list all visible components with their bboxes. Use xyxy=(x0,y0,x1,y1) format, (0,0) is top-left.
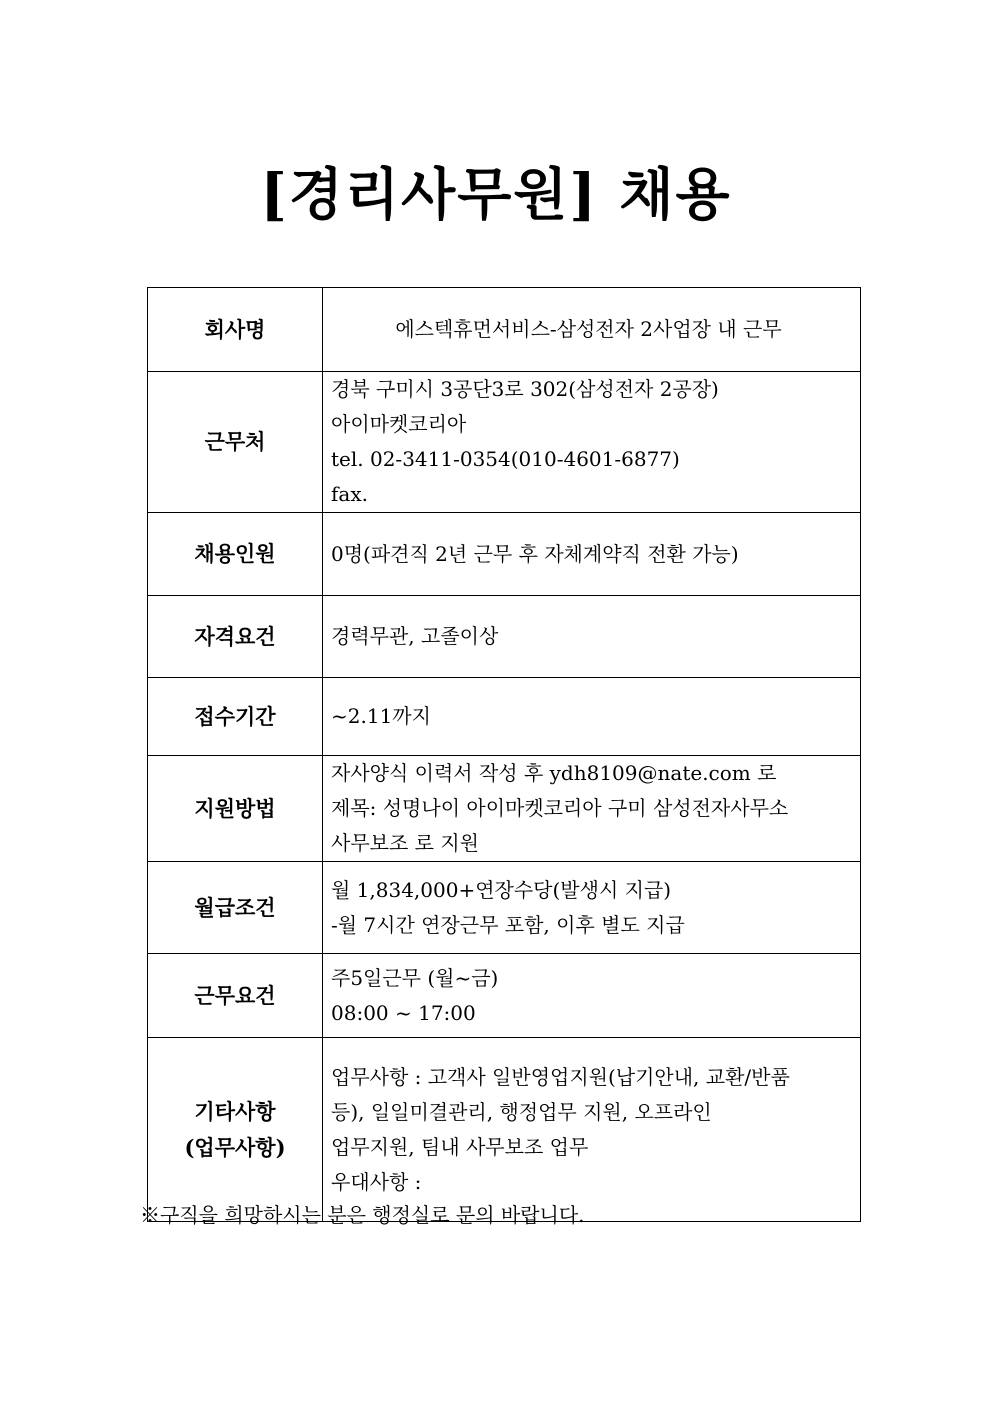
salary-line-2: -월 7시간 연장근무 포함, 이후 별도 지급 xyxy=(331,912,685,937)
row-label: 접수기간 xyxy=(148,678,323,756)
row-label: 근무요건 xyxy=(148,954,323,1038)
qualification-text: 경력무관, 고졸이상 xyxy=(331,624,499,648)
table-row-qualification xyxy=(148,596,861,678)
page-title: [경리사무원] 채용 xyxy=(260,162,732,228)
row-label: 월급조건 xyxy=(148,862,323,954)
row-label: 회사명 xyxy=(148,288,323,372)
job-info-table xyxy=(147,287,861,1222)
table-row-company xyxy=(148,288,861,372)
apply-line-2: 제목: 성명나이 아이마켓코리아 구미 삼성전자사무소 xyxy=(331,796,789,820)
other-label: 기타사항 xyxy=(194,1098,276,1124)
table-row-work-conditions xyxy=(148,954,861,1038)
duties-line-1: 업무사항 : 고객사 일반영업지원(납기안내, 교환/반품 xyxy=(331,1064,790,1089)
row-value xyxy=(323,288,861,372)
row-value xyxy=(323,596,861,678)
table-row-apply-method xyxy=(148,756,861,862)
tel-text: tel. 02-3411-0354(010-4601-6877) xyxy=(331,447,680,471)
preferences-text: 우대사항 : xyxy=(331,1169,422,1194)
apply-line-3: 사무보조 로 지원 xyxy=(331,831,479,855)
address-text: 경북 구미시 3공단3로 302(삼성전자 2공장) xyxy=(331,377,719,401)
row-value xyxy=(323,862,861,954)
row-label: 채용인원 xyxy=(148,513,323,596)
headcount-text: 0명(파견직 2년 근무 후 자체계약직 전환 가능) xyxy=(331,541,739,566)
row-value xyxy=(323,678,861,756)
row-label: 근무처 xyxy=(148,372,323,513)
apply-line-1: 자사양식 이력서 작성 후 ydh8109@nate.com 로 xyxy=(331,761,777,785)
salary-line-1: 월 1,834,000+연장수당(발생시 지급) xyxy=(331,877,672,902)
duties-line-3: 업무지원, 팀내 사무보조 업무 xyxy=(331,1134,589,1159)
row-label xyxy=(148,1038,323,1222)
work-hours-text: 08:00 ~ 17:00 xyxy=(331,1000,476,1025)
footnote: ※구직을 희망하시는 분은 행정실로 문의 바랍니다. xyxy=(140,1203,585,1227)
work-days-text: 주5일근무 (월~금) xyxy=(331,965,499,990)
fax-text: fax. xyxy=(331,482,368,506)
row-value xyxy=(323,513,861,596)
table-row-period xyxy=(148,678,861,756)
table-row-workplace xyxy=(148,372,861,513)
row-label: 지원방법 xyxy=(148,756,323,862)
row-value xyxy=(323,954,861,1038)
table-row-headcount xyxy=(148,513,861,596)
row-value xyxy=(323,756,861,862)
other-label-sub: (업무사항) xyxy=(184,1134,286,1160)
workplace-company: 아이마켓코리아 xyxy=(331,412,467,436)
period-text: ~2.11까지 xyxy=(331,704,431,728)
row-value xyxy=(323,372,861,513)
duties-line-2: 등), 일일미결관리, 행정업무 지원, 오프라인 xyxy=(331,1099,712,1124)
row-label: 자격요건 xyxy=(148,596,323,678)
table-row-salary xyxy=(148,862,861,954)
company-name: 에스텍휴먼서비스-삼성전자 2사업장 내 근무 xyxy=(395,317,782,341)
row-value xyxy=(323,1038,861,1222)
table-row-other xyxy=(148,1038,861,1222)
